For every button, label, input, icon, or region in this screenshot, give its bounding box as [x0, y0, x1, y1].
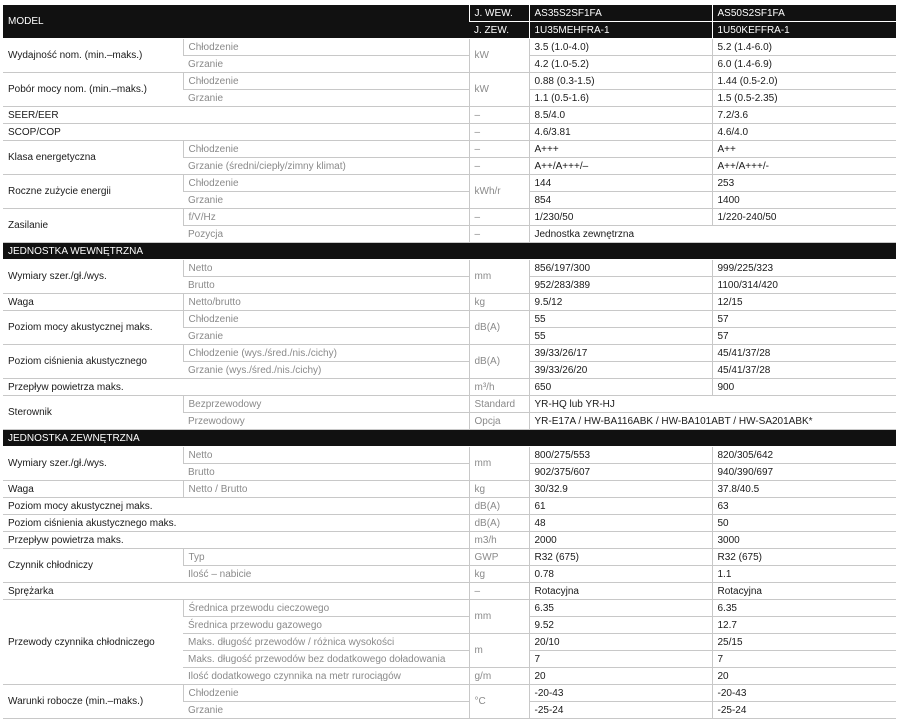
table-row — [3, 107, 896, 124]
value-cell: 20 — [712, 668, 896, 685]
table-row — [3, 583, 896, 600]
row-sub-label — [183, 158, 469, 175]
value-cell: 37.8/40.5 — [712, 481, 896, 498]
row-sub-label: Chłodzenie — [183, 73, 469, 90]
value-cell: 952/283/389 — [529, 277, 712, 294]
value-cell: 45/41/37/28 — [712, 345, 896, 362]
table-row — [3, 396, 896, 413]
value-cell: 650 — [529, 379, 712, 396]
seer-label: SEER/EER — [3, 107, 469, 124]
unit-cell: Standard — [469, 396, 529, 413]
section-header-outdoor — [3, 430, 896, 447]
unit-cell: dB(A) — [469, 311, 529, 345]
value-cell: -20-43 — [712, 685, 896, 702]
power-label: Pobór mocy nom. (min.–maks.) — [3, 73, 183, 107]
value-cell: 12.7 — [712, 617, 896, 634]
row-sub-label: Chłodzenie — [183, 175, 469, 192]
indoor-airflow-label: Przepływ powietrza maks. — [3, 379, 469, 396]
unit-cell: dB(A) — [469, 515, 529, 532]
value-cell: 820/305/642 — [712, 447, 896, 464]
header-row-indoor — [3, 5, 896, 22]
unit-cell: dB(A) — [469, 345, 529, 379]
outdoor-dims-label: Wymiary szer./gł./wys. — [3, 447, 183, 481]
value-cell: 48 — [529, 515, 712, 532]
operating-label: Warunki robocze (min.–maks.) — [3, 685, 183, 719]
value-cell: 39/33/26/20 — [529, 362, 712, 379]
value-cell: Jednostka zewnętrzna — [529, 226, 896, 243]
unit-cell: – — [469, 226, 529, 243]
value-cell: 0.88 (0.3-1.5) — [529, 73, 712, 90]
value-cell: 12/15 — [712, 294, 896, 311]
table-row — [3, 345, 896, 362]
row-sub-label: Netto — [183, 447, 469, 464]
unit-cell: mm — [469, 447, 529, 481]
scop-label: SCOP/COP — [3, 124, 469, 141]
row-sub-label: Maks. długość przewodów / różnica wysokości — [183, 634, 469, 651]
value-cell: 144 — [529, 175, 712, 192]
value-cell: 856/197/300 — [529, 260, 712, 277]
value-cell: 9.5/12 — [529, 294, 712, 311]
row-sub-label: Chłodzenie — [183, 311, 469, 328]
table-row — [3, 685, 896, 702]
indoor-weight-label: Waga — [3, 294, 183, 311]
indoor-unit-label: J. WEW. — [469, 5, 529, 22]
value-cell: 55 — [529, 311, 712, 328]
indoor-dims-label: Wymiary szer./gł./wys. — [3, 260, 183, 294]
model2-outdoor: 1U50KEFFRA-1 — [712, 22, 896, 39]
value-cell: A+++ — [529, 141, 712, 158]
table-row — [3, 549, 896, 566]
value-cell: 1.1 — [712, 566, 896, 583]
value-cell: 4.6/4.0 — [712, 124, 896, 141]
value-cell: 1.5 (0.5-2.35) — [712, 90, 896, 107]
unit-cell: mm — [469, 260, 529, 294]
value-cell: 61 — [529, 498, 712, 515]
model2-indoor: AS50S2SF1FA — [712, 5, 896, 22]
table-row — [3, 532, 896, 549]
refrigerant-label: Czynnik chłodniczy — [3, 549, 183, 583]
value-cell: 8.5/4.0 — [529, 107, 712, 124]
supply-label: Zasilanie — [3, 209, 183, 243]
value-cell: Rotacyjna — [712, 583, 896, 600]
value-cell: 1400 — [712, 192, 896, 209]
table-row — [3, 73, 896, 90]
value-cell: R32 (675) — [712, 549, 896, 566]
unit-cell: – — [469, 141, 529, 158]
table-row — [3, 141, 896, 158]
model1-outdoor: 1U35MEHFRA-1 — [529, 22, 712, 39]
unit-cell: – — [469, 124, 529, 141]
value-cell: 9.52 — [529, 617, 712, 634]
unit-cell: kW — [469, 73, 529, 107]
unit-cell: kWh/r — [469, 175, 529, 209]
row-sub-label: Ilość dodatkowego czynnika na metr rurociągów — [183, 668, 469, 685]
row-sub-label: Grzanie — [183, 702, 469, 719]
value-cell: R32 (675) — [529, 549, 712, 566]
row-sub-label: Przewodowy — [183, 413, 469, 430]
capacity-label: Wydajność nom. (min.–maks.) — [3, 39, 183, 73]
value-cell: 3.5 (1.0-4.0) — [529, 39, 712, 56]
value-cell: YR-E17A / HW-BA116ABK / HW-BA101ABT / HW-SA201ABK* — [529, 413, 896, 430]
value-cell: 4.6/3.81 — [529, 124, 712, 141]
row-sub-label: Grzanie — [183, 90, 469, 107]
table-row — [3, 124, 896, 141]
table-row — [3, 209, 896, 226]
energy-class-label: Klasa energetyczna — [3, 141, 183, 175]
unit-cell: m — [469, 634, 529, 668]
unit-cell: kW — [469, 39, 529, 73]
row-sub-label: Typ — [183, 549, 469, 566]
section-title: JEDNOSTKA ZEWNĘTRZNA — [3, 430, 896, 447]
unit-cell: – — [469, 209, 529, 226]
outdoor-airflow-label: Przepływ powietrza maks. — [3, 532, 469, 549]
model1-indoor: AS35S2SF1FA — [529, 5, 712, 22]
value-cell: -20-43 — [529, 685, 712, 702]
table-row — [3, 600, 896, 617]
value-cell: A++/A+++/- — [712, 158, 896, 175]
row-sub-label: Chłodzenie — [183, 141, 469, 158]
unit-cell: kg — [469, 481, 529, 498]
value-cell: 253 — [712, 175, 896, 192]
row-sub-label: Pozycja — [183, 226, 469, 243]
value-cell: -25-24 — [529, 702, 712, 719]
value-cell: 39/33/26/17 — [529, 345, 712, 362]
unit-cell: dB(A) — [469, 498, 529, 515]
value-cell: 63 — [712, 498, 896, 515]
unit-cell: Opcja — [469, 413, 529, 430]
row-sub-label — [183, 362, 469, 379]
unit-cell: – — [469, 107, 529, 124]
outdoor-weight-label: Waga — [3, 481, 183, 498]
table-row — [3, 294, 896, 311]
row-sub-label: Grzanie — [183, 56, 469, 73]
compressor-label: Sprężarka — [3, 583, 469, 600]
unit-cell: m3/h — [469, 532, 529, 549]
row-sub-label: Ilość – nabicie — [183, 566, 469, 583]
table-row — [3, 379, 896, 396]
table-row — [3, 311, 896, 328]
row-sub-label: Średnica przewodu cieczowego — [183, 600, 469, 617]
indoor-sound-power-label: Poziom mocy akustycznej maks. — [3, 311, 183, 345]
outdoor-unit-label: J. ZEW. — [469, 22, 529, 39]
row-sub-label: Netto/brutto — [183, 294, 469, 311]
row-sub-label: Netto / Brutto — [183, 481, 469, 498]
row-sub-label: Chłodzenie — [183, 685, 469, 702]
value-cell: 55 — [529, 328, 712, 345]
section-title: JEDNOSTKA WEWNĘTRZNA — [3, 243, 896, 260]
value-cell: 6.35 — [712, 600, 896, 617]
value-cell: 57 — [712, 328, 896, 345]
unit-cell: g/m — [469, 668, 529, 685]
pipes-label: Przewody czynnika chłodniczego — [3, 600, 183, 685]
value-cell: YR-HQ lub YR-HJ — [529, 396, 896, 413]
value-cell: 1/220-240/50 — [712, 209, 896, 226]
value-cell: 57 — [712, 311, 896, 328]
value-cell: 7 — [529, 651, 712, 668]
table-row — [3, 447, 896, 464]
value-cell: 1100/314/420 — [712, 277, 896, 294]
unit-cell: m³/h — [469, 379, 529, 396]
table-row — [3, 260, 896, 277]
unit-cell: °C — [469, 685, 529, 719]
row-sub-label: Brutto — [183, 464, 469, 481]
row-sub-label: Chłodzenie — [183, 39, 469, 56]
unit-cell: mm — [469, 600, 529, 634]
annual-energy-label: Roczne zużycie energii — [3, 175, 183, 209]
value-cell: 999/225/323 — [712, 260, 896, 277]
value-cell: 1.1 (0.5-1.6) — [529, 90, 712, 107]
levels-note: (wys./śred./nis./cichy) — [241, 347, 337, 359]
value-cell: 854 — [529, 192, 712, 209]
value-cell: Rotacyjna — [529, 583, 712, 600]
value-cell: 3000 — [712, 532, 896, 549]
indoor-sound-pressure-label: Poziom ciśnienia akustycznego — [3, 345, 183, 379]
outdoor-sound-pressure-label: Poziom ciśnienia akustycznego maks. — [3, 515, 469, 532]
row-sub-label: Maks. długość przewodów bez dodatkowego doładowania — [183, 651, 469, 668]
value-cell: 45/41/37/28 — [712, 362, 896, 379]
value-cell: A++ — [712, 141, 896, 158]
value-cell: 7.2/3.6 — [712, 107, 896, 124]
table-row — [3, 515, 896, 532]
row-sub-label: Średnica przewodu gazowego — [183, 617, 469, 634]
cooling-text: Chłodzenie — [188, 347, 239, 359]
model-label: MODEL — [3, 5, 469, 39]
row-sub-label: Grzanie — [183, 192, 469, 209]
levels-note: (wys./śred./nis./cichy) — [225, 364, 322, 376]
value-cell: 6.35 — [529, 600, 712, 617]
spec-table — [3, 5, 896, 719]
value-cell: 5.2 (1.4-6.0) — [712, 39, 896, 56]
value-cell: 25/15 — [712, 634, 896, 651]
value-cell: 7 — [712, 651, 896, 668]
unit-cell: GWP — [469, 549, 529, 566]
table-row — [3, 39, 896, 56]
row-sub-label: f/V/Hz — [183, 209, 469, 226]
value-cell: 50 — [712, 515, 896, 532]
row-sub-label: Bezprzewodowy — [183, 396, 469, 413]
unit-cell: kg — [469, 566, 529, 583]
value-cell: 20/10 — [529, 634, 712, 651]
value-cell: 30/32.9 — [529, 481, 712, 498]
value-cell: 4.2 (1.0-5.2) — [529, 56, 712, 73]
controller-label: Sterownik — [3, 396, 183, 430]
value-cell: 900 — [712, 379, 896, 396]
row-sub-label: Netto — [183, 260, 469, 277]
row-sub-label: Brutto — [183, 277, 469, 294]
value-cell: A++/A+++/– — [529, 158, 712, 175]
table-row — [3, 481, 896, 498]
unit-cell: kg — [469, 294, 529, 311]
unit-cell: – — [469, 583, 529, 600]
outdoor-sound-power-label: Poziom mocy akustycznej maks. — [3, 498, 469, 515]
table-row — [3, 175, 896, 192]
value-cell: 940/390/697 — [712, 464, 896, 481]
heating-text: Grzanie — [188, 160, 224, 172]
row-sub-label: Grzanie — [183, 328, 469, 345]
row-sub-label — [183, 345, 469, 362]
value-cell: 1/230/50 — [529, 209, 712, 226]
value-cell: 0.78 — [529, 566, 712, 583]
value-cell: 20 — [529, 668, 712, 685]
value-cell: 1.44 (0.5-2.0) — [712, 73, 896, 90]
value-cell: 902/375/607 — [529, 464, 712, 481]
value-cell: -25-24 — [712, 702, 896, 719]
unit-cell: – — [469, 158, 529, 175]
section-header-indoor — [3, 243, 896, 260]
climate-note: (średni/ciepły/zimny klimat) — [225, 160, 346, 172]
value-cell: 6.0 (1.4-6.9) — [712, 56, 896, 73]
value-cell: 2000 — [529, 532, 712, 549]
heating-text: Grzanie — [188, 364, 224, 376]
table-row — [3, 498, 896, 515]
value-cell: 800/275/553 — [529, 447, 712, 464]
